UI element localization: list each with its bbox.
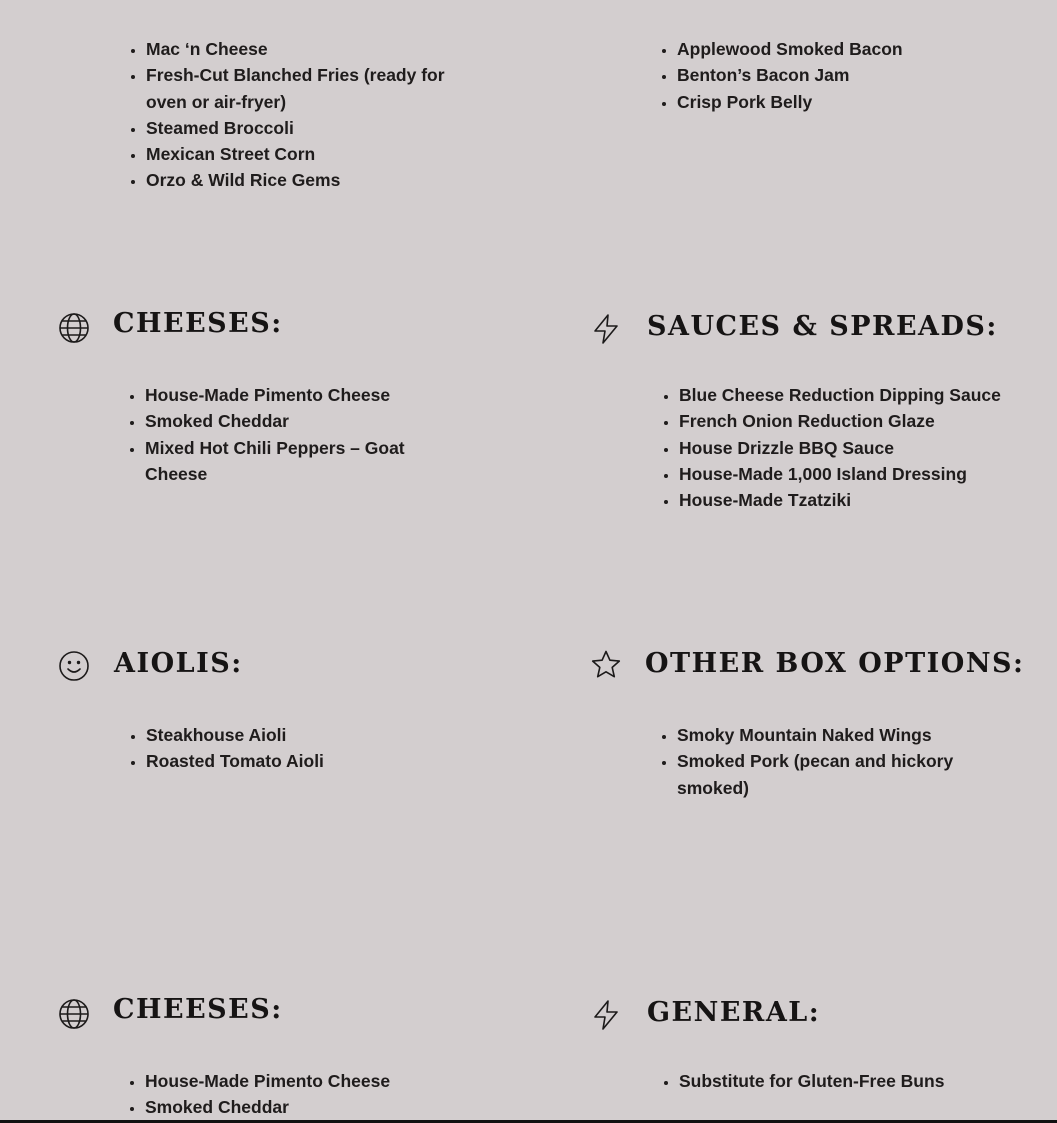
aiolis-list <box>124 722 446 775</box>
bacon-list <box>655 36 1007 115</box>
other-list <box>655 722 967 801</box>
section-title: CHEESES: <box>113 994 283 1025</box>
list-item: • Fresh-Cut Blanched Fries (ready for oven or air-fryer) <box>146 62 456 115</box>
list-item: • House-Made Tzatziki <box>679 487 1039 513</box>
cheeses-list-2 <box>123 1068 445 1121</box>
aiolis-heading <box>58 650 90 682</box>
list-item: • House-Made 1,000 Island Dressing <box>679 461 1039 487</box>
sauces-list <box>657 382 1039 513</box>
list-item: • Mac ‘n Cheese <box>146 36 456 62</box>
list-item: • Benton’s Bacon Jam <box>677 62 1007 88</box>
section-title: CHEESES: <box>113 308 283 339</box>
list-item: • Orzo & Wild Rice Gems <box>146 167 456 193</box>
lightning-icon <box>590 313 622 345</box>
globe-icon <box>58 998 90 1030</box>
list-item: • Smoked Pork (pecan and hickory smoked) <box>677 748 967 801</box>
cheeses-list <box>123 382 445 487</box>
list-item: • Steamed Broccoli <box>146 115 456 141</box>
section-title: OTHER BOX OPTIONS: <box>645 648 1025 679</box>
list-item: • House-Made Pimento Cheese <box>145 382 445 408</box>
list-item: • House-Made Pimento Cheese <box>145 1068 445 1094</box>
list-item: • Steakhouse Aioli <box>146 722 446 748</box>
list-item: • Roasted Tomato Aioli <box>146 748 446 774</box>
section-title: AIOLIS: <box>114 648 243 679</box>
list-item: • Crisp Pork Belly <box>677 89 1007 115</box>
other-heading <box>590 649 622 681</box>
list-item: • Mexican Street Corn <box>146 141 456 167</box>
sides-list <box>124 36 456 194</box>
general-list <box>657 1068 1009 1094</box>
sauces-heading <box>590 313 622 345</box>
list-item: • House Drizzle BBQ Sauce <box>679 435 1039 461</box>
list-item: • Substitute for Gluten-Free Buns <box>679 1068 1009 1094</box>
list-item: • Applewood Smoked Bacon <box>677 36 1007 62</box>
smiley-icon <box>58 650 90 682</box>
cheeses-heading-2 <box>58 998 90 1030</box>
list-item: • Smoked Cheddar <box>145 1094 445 1120</box>
list-item: • Mixed Hot Chili Peppers – Goat Cheese <box>145 435 445 488</box>
star-icon <box>590 649 622 681</box>
general-heading <box>590 999 622 1031</box>
list-item: • Smoked Cheddar <box>145 408 445 434</box>
section-title: GENERAL: <box>647 997 821 1028</box>
cheeses-heading <box>58 312 90 344</box>
globe-icon <box>58 312 90 344</box>
list-item: • Smoky Mountain Naked Wings <box>677 722 967 748</box>
list-item: • French Onion Reduction Glaze <box>679 408 1039 434</box>
lightning-icon <box>590 999 622 1031</box>
list-item: • Blue Cheese Reduction Dipping Sauce <box>679 382 1039 408</box>
section-title: SAUCES & SPREADS: <box>647 311 998 342</box>
